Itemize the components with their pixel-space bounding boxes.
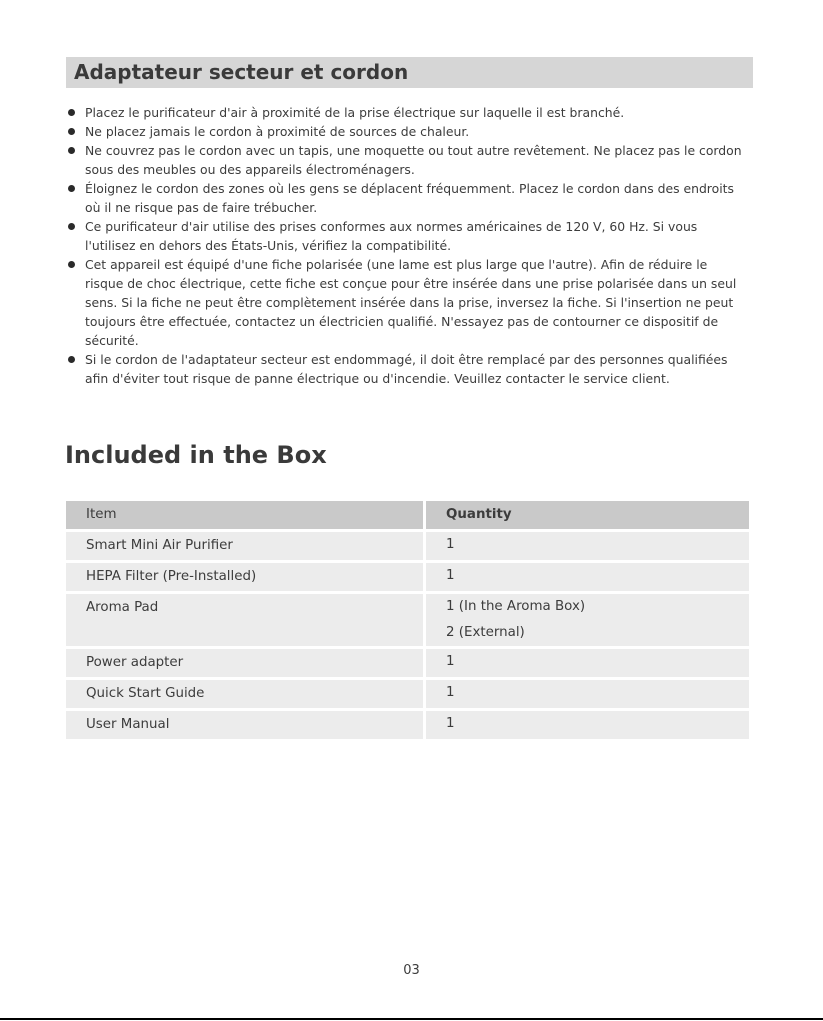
item-cell: Smart Mini Air Purifier (66, 532, 426, 563)
safety-bullet (66, 103, 746, 122)
table-row (66, 563, 749, 594)
safety-bullet-text: Si le cordon de l'adaptateur secteur est endommagé, il doit être remplacé par des personnes qualifiées afin d'éviter tout risque de panne électrique ou d'incendie. Veuillez contacter le service client. (85, 352, 728, 386)
safety-bullet (66, 255, 746, 350)
safety-bullet-text: Placez le purificateur d'air à proximité de la prise électrique sur laquelle il est branché. (85, 105, 625, 120)
page-number: 03 (403, 963, 420, 978)
item-cell: Power adapter (66, 649, 426, 680)
bullet-dot-icon (68, 128, 75, 135)
safety-bullet (66, 141, 746, 179)
safety-bullet-text: Ce purificateur d'air utilise des prises conformes aux normes américaines de 120 V, 60 Hz. Si vous l'utilisez en dehors des États-Unis, vérifiez la compatibilité. (85, 219, 698, 253)
included-in-box-title: Included in the Box (65, 441, 327, 469)
quantity-value: 1 (446, 654, 455, 669)
quantity-value: 1 (446, 685, 455, 700)
quantity-value: 1 (446, 537, 455, 552)
column-header-item: Item (66, 501, 426, 532)
safety-bullet (66, 217, 746, 255)
table-row (66, 711, 749, 742)
safety-bullet-text: Cet appareil est équipé d'une fiche polarisée (une lame est plus large que l'autre). Afin de réduire le risque de choc électrique, cette fiche est conçue pour être insérée dans une prise polarisée dans un seul sens. Si la fiche ne peut être complètement insérée dans la prise, inversez la fiche. Si l'insertion ne peut toujours être effectuée, contactez un électricien qualifié. N'essayez pas de contourner ce dispositif de sécurité. (85, 257, 737, 348)
safety-bullet (66, 122, 746, 141)
table-row (66, 532, 749, 563)
box-contents-table (66, 501, 749, 742)
bullet-dot-icon (68, 109, 75, 116)
quantity-cell (426, 711, 749, 742)
table-row (66, 649, 749, 680)
safety-bullet-list (66, 103, 746, 388)
quantity-cell (426, 649, 749, 680)
quantity-value: 1 (446, 716, 455, 731)
quantity-cell (426, 563, 749, 594)
quantity-value: 2 (External) (446, 625, 525, 640)
safety-bullet-text: Ne placez jamais le cordon à proximité de sources de chaleur. (85, 124, 470, 139)
bullet-dot-icon (68, 356, 75, 363)
bullet-dot-icon (68, 147, 75, 154)
column-header-quantity: Quantity (426, 501, 749, 532)
quantity-value: 1 (In the Aroma Box) (446, 599, 586, 614)
item-cell: User Manual (66, 711, 426, 742)
item-cell: Aroma Pad (66, 594, 426, 649)
quantity-cell (426, 532, 749, 563)
bullet-dot-icon (68, 261, 75, 268)
page-bottom-divider (0, 1018, 823, 1020)
bullet-dot-icon (68, 223, 75, 230)
table-row (66, 680, 749, 711)
safety-bullet-text: Éloignez le cordon des zones où les gens se déplacent fréquemment. Placez le cordon dans des endroits où il ne risque pas de faire trébucher. (85, 181, 734, 215)
quantity-value: 1 (446, 568, 455, 583)
quantity-cell (426, 594, 749, 649)
item-cell: HEPA Filter (Pre-Installed) (66, 563, 426, 594)
quantity-cell (426, 680, 749, 711)
safety-bullet-text: Ne couvrez pas le cordon avec un tapis, une moquette ou tout autre revêtement. Ne placez pas le cordon sous des meubles ou des appareils électroménagers. (85, 143, 742, 177)
section-heading-power-adapter: Adaptateur secteur et cordon (66, 57, 753, 88)
safety-bullet (66, 179, 746, 217)
table-header-row (66, 501, 749, 532)
table-row (66, 594, 749, 649)
item-cell: Quick Start Guide (66, 680, 426, 711)
safety-bullet (66, 350, 746, 388)
bullet-dot-icon (68, 185, 75, 192)
